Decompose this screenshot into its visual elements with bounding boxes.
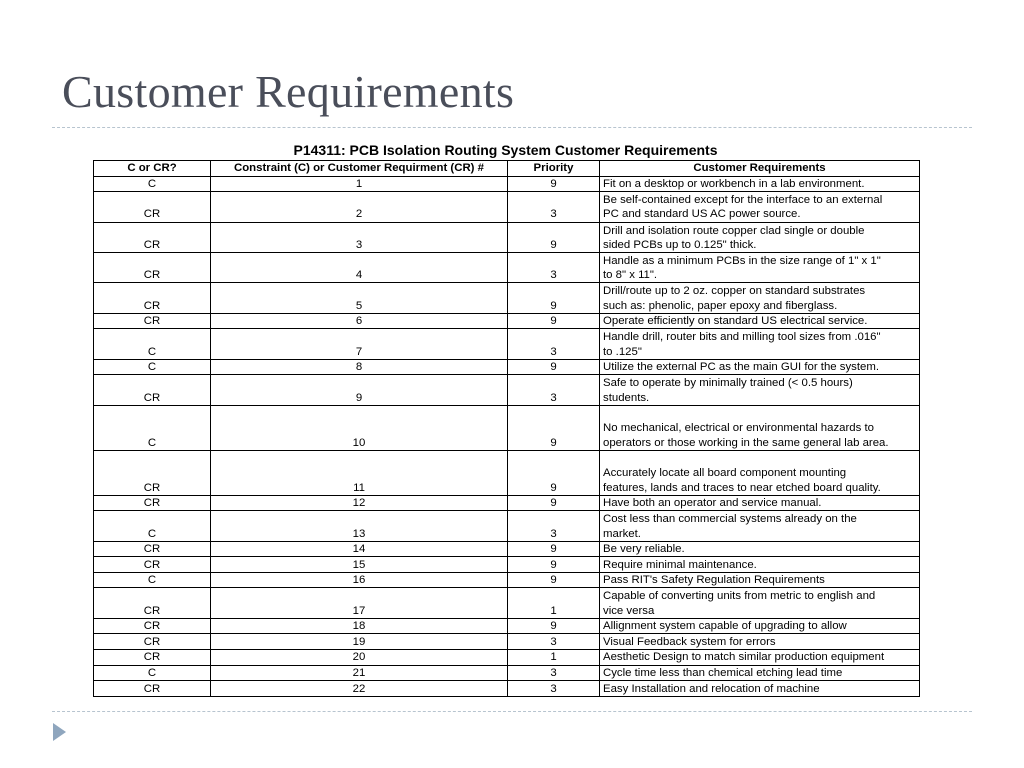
- row-number-cell: 16: [211, 572, 508, 588]
- requirement-text-line: Pass RIT's Safety Regulation Requirements: [603, 574, 825, 587]
- row-priority-cell: 9: [508, 541, 600, 557]
- row-number-cell: 1: [211, 176, 508, 192]
- row-priority-cell: 3: [508, 375, 600, 405]
- row-type-cell: CR: [94, 450, 211, 495]
- table-row: [94, 495, 920, 511]
- requirement-text-line: to .125": [603, 345, 642, 358]
- row-requirement-cell: [600, 634, 920, 650]
- requirement-text-line: Be self-contained except for the interface to an external: [603, 194, 883, 207]
- row-type-cell: CR: [94, 495, 211, 511]
- row-number-cell: 4: [211, 252, 508, 282]
- requirement-text-line: Be very reliable.: [603, 543, 685, 556]
- table-row: [94, 634, 920, 650]
- row-number-cell: 15: [211, 557, 508, 573]
- row-type-cell: CR: [94, 283, 211, 313]
- requirement-text-line: students.: [603, 391, 650, 404]
- row-type-cell: C: [94, 511, 211, 541]
- requirement-text-line: Safe to operate by minimally trained (< 0.5 hours): [603, 377, 853, 390]
- row-priority-cell: 9: [508, 222, 600, 252]
- row-type-cell: C: [94, 176, 211, 192]
- row-requirement-cell: [600, 359, 920, 375]
- row-type-cell: C: [94, 405, 211, 450]
- table-row: [94, 222, 920, 252]
- requirement-text-line: Drill and isolation route copper clad single or double: [603, 224, 865, 237]
- row-type-cell: CR: [94, 541, 211, 557]
- row-number-cell: 12: [211, 495, 508, 511]
- row-number-cell: 19: [211, 634, 508, 650]
- table-row: [94, 375, 920, 405]
- requirement-text-line: Handle drill, router bits and milling tool sizes from .016": [603, 331, 881, 344]
- row-requirement-cell: [600, 511, 920, 541]
- table-row: [94, 541, 920, 557]
- requirement-text-line: Operate efficiently on standard US electrical service.: [603, 315, 868, 328]
- row-priority-cell: 9: [508, 283, 600, 313]
- row-requirement-cell: [600, 681, 920, 697]
- requirements-body: [94, 176, 920, 696]
- table-row: [94, 572, 920, 588]
- row-priority-cell: 9: [508, 495, 600, 511]
- row-priority-cell: 9: [508, 572, 600, 588]
- requirement-text-line: vice versa: [603, 604, 655, 617]
- table-row: [94, 650, 920, 666]
- row-requirement-cell: [600, 192, 920, 222]
- row-type-cell: CR: [94, 588, 211, 618]
- table-row: [94, 283, 920, 313]
- row-priority-cell: 3: [508, 192, 600, 222]
- row-priority-cell: 1: [508, 588, 600, 618]
- row-number-cell: 18: [211, 618, 508, 634]
- row-type-cell: C: [94, 572, 211, 588]
- row-priority-cell: 3: [508, 252, 600, 282]
- row-type-cell: C: [94, 329, 211, 359]
- table-row: [94, 252, 920, 282]
- row-requirement-cell: [600, 313, 920, 329]
- row-number-cell: 5: [211, 283, 508, 313]
- row-requirement-cell: [600, 176, 920, 192]
- row-type-cell: CR: [94, 681, 211, 697]
- requirement-text-line: operators or those working in the same general lab area.: [603, 436, 889, 449]
- row-requirement-cell: [600, 588, 920, 618]
- row-priority-cell: 9: [508, 176, 600, 192]
- row-number-cell: 6: [211, 313, 508, 329]
- requirement-text-line: sided PCBs up to 0.125" thick.: [603, 238, 757, 251]
- table-row: [94, 511, 920, 541]
- row-priority-cell: 9: [508, 618, 600, 634]
- header-requirement: Customer Requirements: [600, 161, 920, 177]
- row-priority-cell: 3: [508, 511, 600, 541]
- row-number-cell: 8: [211, 359, 508, 375]
- row-requirement-cell: [600, 329, 920, 359]
- table-row: [94, 313, 920, 329]
- row-priority-cell: 3: [508, 329, 600, 359]
- row-requirement-cell: [600, 450, 920, 495]
- row-requirement-cell: [600, 375, 920, 405]
- row-number-cell: 10: [211, 405, 508, 450]
- requirement-text-line: Allignment system capable of upgrading to allow: [603, 620, 847, 633]
- table-row: [94, 359, 920, 375]
- row-requirement-cell: [600, 495, 920, 511]
- table-row: [94, 329, 920, 359]
- row-number-cell: 14: [211, 541, 508, 557]
- requirement-text-line: features, lands and traces to near etched board quality.: [603, 481, 881, 494]
- requirement-text-line: Have both an operator and service manual.: [603, 497, 822, 510]
- requirement-text-line: to 8" x 11".: [603, 269, 658, 282]
- requirement-text-line: Cycle time less than chemical etching lead time: [603, 667, 843, 680]
- play-arrow-icon: [53, 723, 66, 741]
- row-number-cell: 13: [211, 511, 508, 541]
- row-requirement-cell: [600, 557, 920, 573]
- table-row: [94, 665, 920, 681]
- row-requirement-cell: [600, 541, 920, 557]
- requirement-text-line: Require minimal maintenance.: [603, 558, 757, 571]
- requirement-text-line: Utilize the external PC as the main GUI for the system.: [603, 361, 880, 374]
- row-number-cell: 20: [211, 650, 508, 666]
- row-number-cell: 17: [211, 588, 508, 618]
- requirement-text-line: Capable of converting units from metric to english and: [603, 590, 876, 603]
- row-type-cell: CR: [94, 650, 211, 666]
- table-caption: P14311: PCB Isolation Routing System Customer Requirements: [293, 142, 718, 158]
- requirement-text-line: Easy Installation and relocation of machine: [603, 682, 820, 695]
- row-requirement-cell: [600, 252, 920, 282]
- row-number-cell: 2: [211, 192, 508, 222]
- row-requirement-cell: [600, 650, 920, 666]
- requirement-text-line: Drill/route up to 2 oz. copper on standard substrates: [603, 285, 866, 298]
- row-priority-cell: 1: [508, 650, 600, 666]
- row-number-cell: 9: [211, 375, 508, 405]
- row-priority-cell: 9: [508, 313, 600, 329]
- row-priority-cell: 9: [508, 557, 600, 573]
- row-type-cell: C: [94, 665, 211, 681]
- header-priority: Priority: [508, 161, 600, 177]
- requirement-text-line: market.: [603, 527, 641, 540]
- row-requirement-cell: [600, 405, 920, 450]
- table-row: [94, 405, 920, 450]
- row-type-cell: CR: [94, 192, 211, 222]
- row-type-cell: CR: [94, 222, 211, 252]
- row-type-cell: C: [94, 359, 211, 375]
- row-priority-cell: 9: [508, 450, 600, 495]
- footer-divider: [52, 711, 972, 712]
- requirement-text-line: such as: phenolic, paper epoxy and fiberglass.: [603, 299, 838, 312]
- table-row: [94, 681, 920, 697]
- row-number-cell: 11: [211, 450, 508, 495]
- table-header-row: [94, 161, 920, 177]
- row-type-cell: CR: [94, 618, 211, 634]
- table-row: [94, 588, 920, 618]
- requirement-text-line: Handle as a minimum PCBs in the size range of 1" x 1": [603, 254, 881, 267]
- row-requirement-cell: [600, 665, 920, 681]
- slide-title: Customer Requirements: [62, 66, 515, 117]
- row-priority-cell: 9: [508, 359, 600, 375]
- row-number-cell: 3: [211, 222, 508, 252]
- row-priority-cell: 3: [508, 665, 600, 681]
- row-type-cell: CR: [94, 634, 211, 650]
- table-row: [94, 176, 920, 192]
- row-number-cell: 7: [211, 329, 508, 359]
- header-type: C or CR?: [94, 161, 211, 177]
- row-type-cell: CR: [94, 313, 211, 329]
- title-divider: [52, 127, 972, 128]
- requirements-table: [93, 160, 920, 697]
- table-row: [94, 618, 920, 634]
- requirement-text-line: No mechanical, electrical or environmental hazards to: [603, 422, 874, 435]
- row-type-cell: CR: [94, 375, 211, 405]
- row-priority-cell: 3: [508, 681, 600, 697]
- row-type-cell: CR: [94, 557, 211, 573]
- table-row: [94, 192, 920, 222]
- table-row: [94, 450, 920, 495]
- row-priority-cell: 9: [508, 405, 600, 450]
- row-number-cell: 22: [211, 681, 508, 697]
- requirement-text-line: Aesthetic Design to match similar production equipment: [603, 651, 885, 664]
- requirement-text-line: Visual Feedback system for errors: [603, 635, 776, 648]
- requirement-text-line: PC and standard US AC power source.: [603, 208, 801, 221]
- row-requirement-cell: [600, 572, 920, 588]
- row-requirement-cell: [600, 283, 920, 313]
- row-requirement-cell: [600, 222, 920, 252]
- requirement-text-line: Cost less than commercial systems already on the: [603, 513, 857, 526]
- table-row: [94, 557, 920, 573]
- row-number-cell: 21: [211, 665, 508, 681]
- requirement-text-line: Accurately locate all board component mounting: [603, 467, 847, 480]
- row-type-cell: CR: [94, 252, 211, 282]
- row-priority-cell: 3: [508, 634, 600, 650]
- requirement-text-line: Fit on a desktop or workbench in a lab environment.: [603, 177, 865, 190]
- row-requirement-cell: [600, 618, 920, 634]
- header-number: Constraint (C) or Customer Requirment (CR) #: [211, 161, 508, 177]
